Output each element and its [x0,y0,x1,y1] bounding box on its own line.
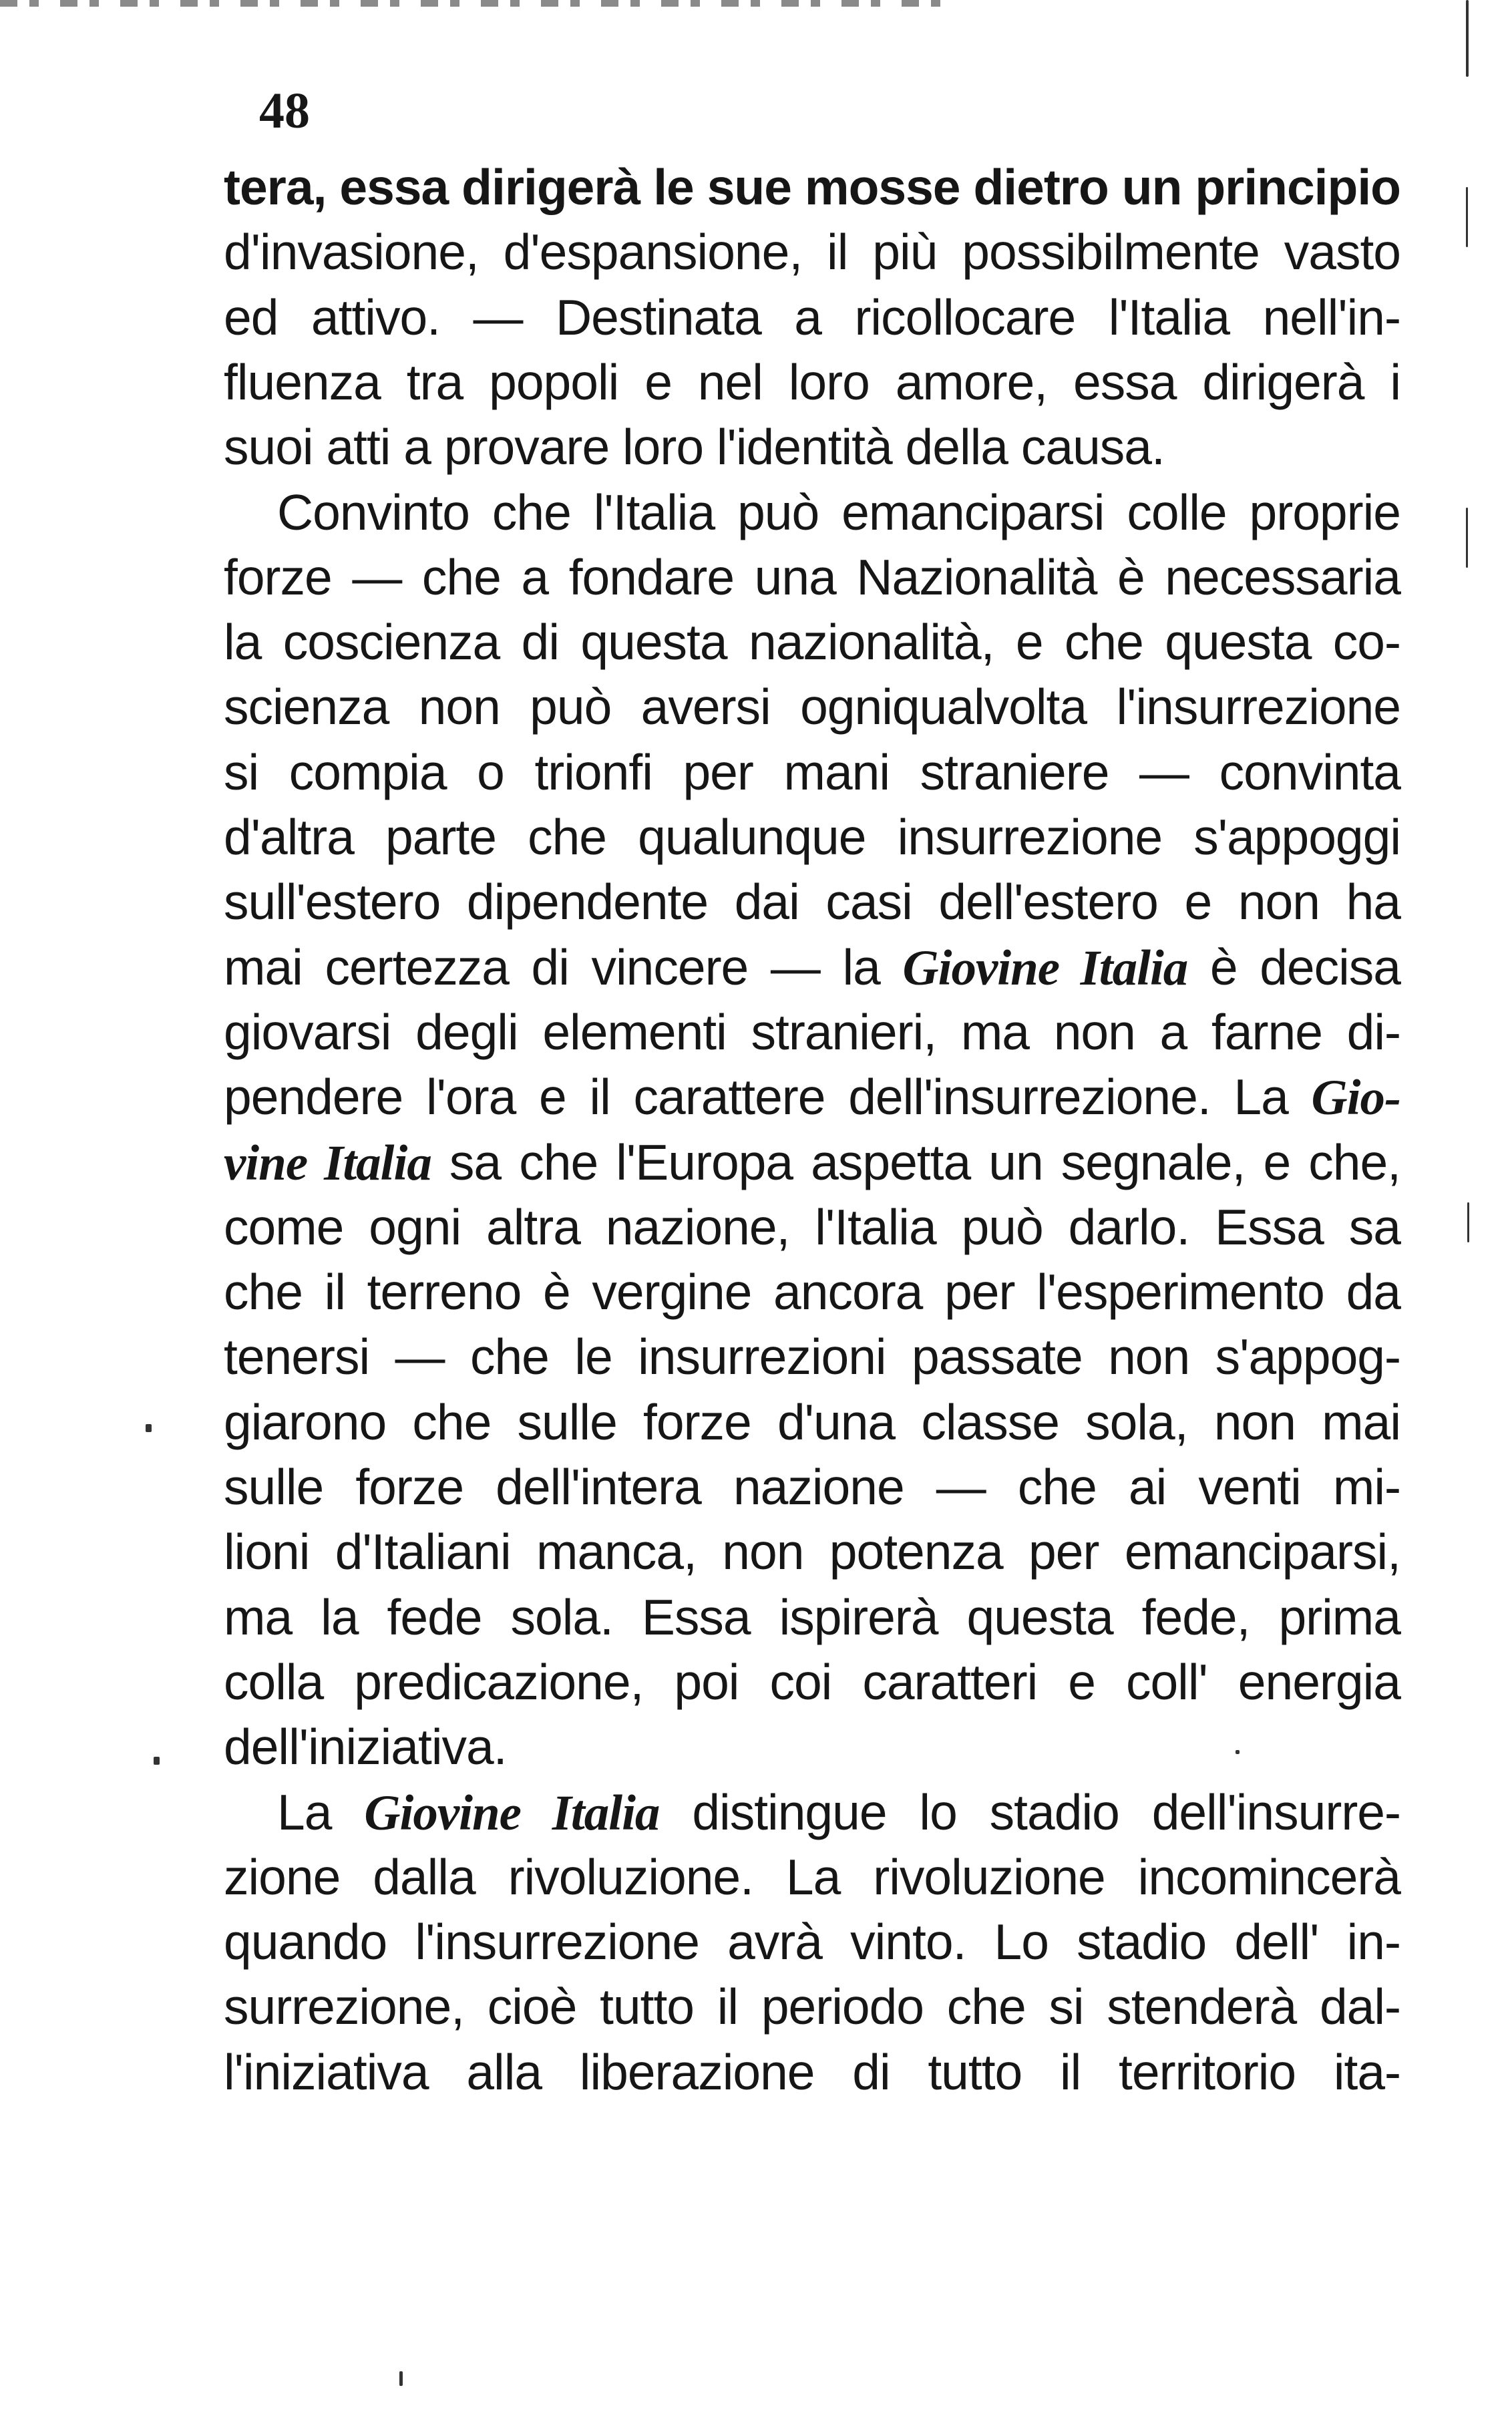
scan-speck [154,1757,160,1765]
italic-title: Giovine Italia [364,1785,660,1841]
text-line: colla predicazione, poi coi caratteri e coll' energia [224,1653,1400,1710]
text-segment: sa che l'Europa aspetta un segnale, e che, [431,1134,1401,1190]
text-line: lioni d'Italiani manca, non potenza per emanciparsi, [224,1524,1400,1580]
scan-speck [1467,1202,1469,1242]
text-segment: mai certezza di vincere — la [224,938,903,995]
text-line: che il terreno è vergine ancora per l'esperimento da [224,1264,1400,1321]
text-line [277,1780,1400,1844]
scan-speck [146,1424,152,1432]
text-line: si compia o trionfi per mani straniere — convinta [224,743,1400,800]
scan-speck [1236,1750,1240,1754]
text-segment: è decisa [1187,938,1400,995]
text-line [224,1130,1400,1194]
text-line: sull'estero dipendente dai casi dell'estero e non ha [224,874,1400,930]
scan-speck [1466,508,1468,568]
text-line: scienza non può aversi ogniqualvolta l'insurrezione [224,679,1400,735]
scan-speck [399,2371,403,2386]
text-segment: La [277,1783,365,1840]
text-segment: pendere l'ora e il carattere dell'insurrezione. La [224,1069,1312,1126]
text-line: zione dalla rivoluzione. La rivoluzione incomincerà [224,1848,1400,1905]
text-line: tera, essa dirigerà le sue mosse dietro un principio [224,159,1400,215]
text-segment: distingue lo stadio dell'insurre- [659,1783,1400,1840]
text-line: sulle forze dell'intera nazione — che ai venti mi- [224,1459,1400,1515]
text-line: giovarsi degli elementi stranieri, ma non a farne di- [224,1003,1400,1060]
text-line: d'invasione, d'espansione, il più possibilmente vasto [224,224,1400,281]
text-line: giarono che sulle forze d'una classe sola, non mai [224,1393,1400,1450]
italic-title: vine Italia [224,1135,431,1191]
text-line: la coscienza di questa nazionalità, e che questa co- [224,614,1400,671]
scan-speck [1466,0,1469,77]
text-line: come ogni altra nazione, l'Italia può darlo. Essa sa [224,1198,1400,1255]
scan-speck [1466,187,1468,247]
text-line: fluenza tra popoli e nel loro amore, essa dirigerà i [224,353,1400,410]
text-line: ed attivo. — Destinata a ricollocare l'Italia nell'in- [224,289,1400,345]
text-line [224,935,1400,999]
italic-title: Giovine Italia [902,940,1188,996]
scan-edge-marks [0,0,948,7]
text-line: ma la fede sola. Essa ispirerà questa fede, prima [224,1588,1400,1645]
text-line: Convinto che l'Italia può emanciparsi colle proprie [277,484,1400,540]
text-line: quando l'insurrezione avrà vinto. Lo stadio dell' in- [224,1914,1400,1970]
page-number: 48 [259,83,310,139]
text-line [224,1065,1400,1129]
text-line: suoi atti a provare loro l'identità della causa. [224,419,1165,476]
text-line: dell'iniziativa. [224,1719,507,1775]
text-line: l'iniziativa alla liberazione di tutto il territorio ita- [224,2043,1400,2100]
italic-title: Gio- [1311,1070,1400,1126]
text-line: tenersi — che le insurrezioni passate non s'appog- [224,1329,1400,1385]
text-line: d'altra parte che qualunque insurrezione s'appoggi [224,809,1400,865]
text-line: forze — che a fondare una Nazionalità è necessaria [224,548,1400,605]
text-line: surrezione, cioè tutto il periodo che si stenderà dal- [224,1978,1400,2035]
